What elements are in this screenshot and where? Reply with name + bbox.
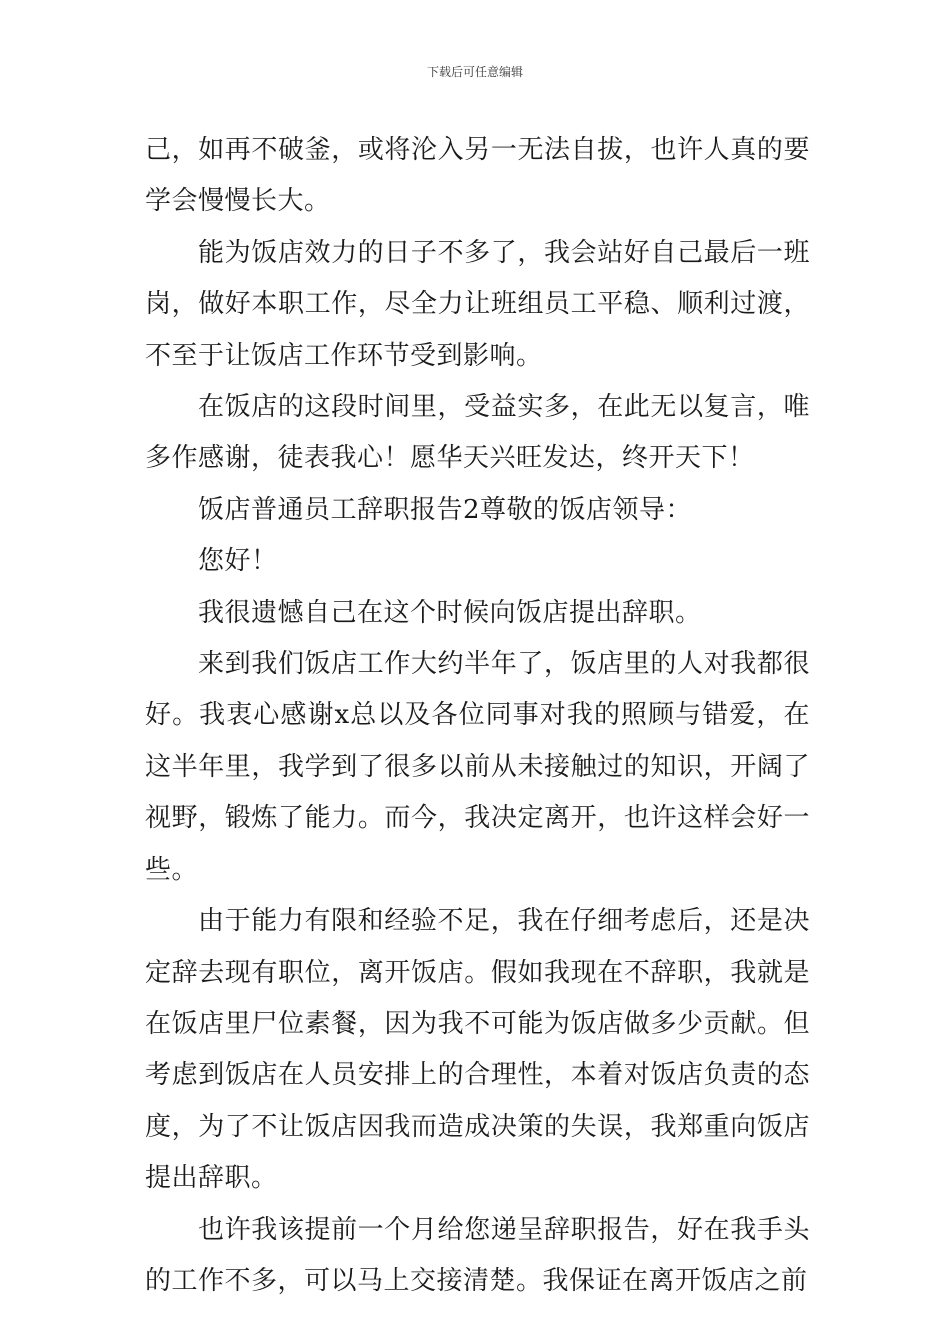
paragraph: 我很遗憾自己在这个时候向饭店提出辞职。 [198,597,702,628]
document-body [145,125,810,1307]
paragraph: 来到我们饭店工作大约半年了，饭店里的人对我都很好。我衷心感谢x总以及各位同事对我的照顾与错爱，在这半年里，我学到了很多以前从未接触过的知识，开阔了视野，锻炼了能力。而今，我决定离开，也许这样会好一些。 [145,649,810,885]
paragraph: 饭店普通员工辞职报告2尊敬的饭店领导： [198,494,693,525]
paragraph: 己，如再不破釜，或将沦入另一无法自拔，也许人真的要学会慢慢长大。 [145,135,810,217]
paragraph: 由于能力有限和经验不足，我在仔细考虑后，还是决定辞去现有职位，离开饭店。假如我现在不辞职，我就是在饭店里尸位素餐，因为我不可能为饭店做多少贡献。但考虑到饭店在人员安排上的合理性，本着对饭店负责的态度，为了不让饭店因我而造成决策的失误，我郑重向饭店提出辞职。 [145,906,810,1194]
paragraph: 在饭店的这段时间里，受益实多，在此无以复言，唯多作感谢，徒表我心！愿华天兴旺发达，终开天下！ [145,392,810,474]
paragraph: 您好！ [198,546,278,577]
page-header: 下载后可任意编辑 [426,65,523,79]
paragraph: 能为饭店效力的日子不多了，我会站好自己最后一班岗，做好本职工作，尽全力让班组员工平稳、顺利过渡，不至于让饭店工作环节受到影响。 [145,237,810,371]
paragraph: 也许我该提前一个月给您递呈辞职报告，好在我手头的工作不多，可以马上交接清楚。我保证在离开饭店之前 [145,1214,810,1296]
